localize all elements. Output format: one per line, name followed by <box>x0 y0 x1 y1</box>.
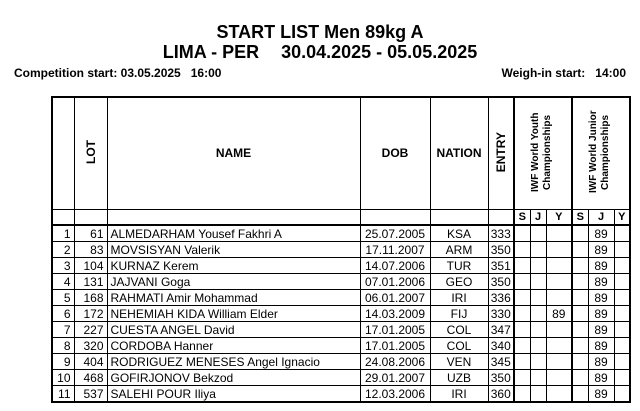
row-junior-y <box>614 225 630 242</box>
row-entry: 351 <box>488 258 514 274</box>
row-lot: 61 <box>74 225 107 242</box>
row-dob: 29.01.2007 <box>360 370 430 386</box>
row-number: 9 <box>52 354 74 370</box>
row-youth-y <box>546 242 572 258</box>
row-junior-s <box>572 274 588 290</box>
row-lot: 404 <box>74 354 107 370</box>
row-youth-y <box>546 338 572 354</box>
table-row <box>52 306 630 322</box>
row-junior-y <box>614 322 630 338</box>
row-name: RAHMATI Amir Mohammad <box>107 290 360 306</box>
row-number: 2 <box>52 242 74 258</box>
row-number: 10 <box>52 370 74 386</box>
row-youth-j <box>530 274 546 290</box>
row-dob: 14.07.2006 <box>360 258 430 274</box>
row-number: 6 <box>52 306 74 322</box>
row-nation: COL <box>430 338 488 354</box>
row-youth-s <box>514 354 530 370</box>
header-lot: LOT <box>74 97 107 209</box>
row-junior-j: 89 <box>588 258 614 274</box>
header-junior-y: Y <box>614 209 630 225</box>
header-dob: DOB <box>360 97 430 209</box>
competition-start-time: 16:00 <box>190 66 222 80</box>
row-youth-j <box>530 290 546 306</box>
row-lot: 227 <box>74 322 107 338</box>
row-youth-j <box>530 225 546 242</box>
row-youth-s <box>514 386 530 403</box>
header-sub-blank <box>360 209 430 225</box>
row-junior-s <box>572 322 588 338</box>
header-name: NAME <box>107 97 360 209</box>
row-nation: FIJ <box>430 306 488 322</box>
header-nation: NATION <box>430 97 488 209</box>
weighin-start <box>502 66 626 80</box>
header-youth-s: S <box>514 209 530 225</box>
row-nation: UZB <box>430 370 488 386</box>
row-entry: 350 <box>488 242 514 258</box>
row-nation: GEO <box>430 274 488 290</box>
row-number: 8 <box>52 338 74 354</box>
row-nation: KSA <box>430 225 488 242</box>
row-youth-j <box>530 258 546 274</box>
row-number: 11 <box>52 386 74 403</box>
row-youth-y <box>546 370 572 386</box>
row-youth-s <box>514 258 530 274</box>
header-sub-blank <box>52 209 74 225</box>
row-dob: 24.08.2006 <box>360 354 430 370</box>
row-number: 4 <box>52 274 74 290</box>
row-junior-s <box>572 306 588 322</box>
row-name: ALMEDARHAM Yousef Fakhri A <box>107 225 360 242</box>
row-junior-y <box>614 386 630 403</box>
row-youth-s <box>514 338 530 354</box>
row-number: 5 <box>52 290 74 306</box>
weighin-time: 14:00 <box>595 66 626 80</box>
header-entry: ENTRY <box>488 97 514 209</box>
row-junior-s <box>572 354 588 370</box>
title-location: LIMA - PER <box>162 42 260 62</box>
row-entry: 336 <box>488 290 514 306</box>
row-junior-j: 89 <box>588 354 614 370</box>
row-junior-y <box>614 274 630 290</box>
row-dob: 17.11.2007 <box>360 242 430 258</box>
row-youth-y: 89 <box>546 306 572 322</box>
row-junior-j: 89 <box>588 274 614 290</box>
row-nation: ARM <box>430 242 488 258</box>
title-location-dates <box>0 42 640 62</box>
row-youth-j <box>530 306 546 322</box>
row-junior-s <box>572 370 588 386</box>
table-row <box>52 370 630 386</box>
row-dob: 14.03.2009 <box>360 306 430 322</box>
row-junior-y <box>614 258 630 274</box>
header-youth-j: J <box>530 209 546 225</box>
row-junior-j: 89 <box>588 338 614 354</box>
row-youth-j <box>530 370 546 386</box>
header-youth-y: Y <box>546 209 572 225</box>
header-sub-blank <box>488 209 514 225</box>
row-lot: 468 <box>74 370 107 386</box>
row-dob: 25.07.2005 <box>360 225 430 242</box>
row-youth-j <box>530 354 546 370</box>
row-youth-y <box>546 274 572 290</box>
row-name: SALEHI POUR Iliya <box>107 386 360 403</box>
row-dob: 17.01.2005 <box>360 338 430 354</box>
row-lot: 168 <box>74 290 107 306</box>
row-junior-j: 89 <box>588 290 614 306</box>
row-number: 1 <box>52 225 74 242</box>
header-sub-blank <box>74 209 107 225</box>
table-row <box>52 242 630 258</box>
header-junior-s: S <box>572 209 588 225</box>
row-youth-y <box>546 225 572 242</box>
row-junior-y <box>614 370 630 386</box>
row-youth-s <box>514 322 530 338</box>
row-youth-y <box>546 354 572 370</box>
competition-start <box>14 66 221 80</box>
table-row <box>52 290 630 306</box>
row-nation: IRI <box>430 386 488 403</box>
row-entry: 330 <box>488 306 514 322</box>
row-dob: 17.01.2005 <box>360 322 430 338</box>
row-junior-y <box>614 338 630 354</box>
row-entry: 333 <box>488 225 514 242</box>
row-lot: 83 <box>74 242 107 258</box>
row-junior-j: 89 <box>588 306 614 322</box>
row-youth-y <box>546 386 572 403</box>
row-name: GOFIRJONOV Bekzod <box>107 370 360 386</box>
start-list-table <box>51 96 631 403</box>
row-dob: 12.03.2006 <box>360 386 430 403</box>
weighin-label: Weigh-in start: <box>501 66 586 80</box>
row-junior-j: 89 <box>588 370 614 386</box>
row-junior-j: 89 <box>588 386 614 403</box>
row-name: JAJVANI Goga <box>107 274 360 290</box>
row-number: 3 <box>52 258 74 274</box>
row-youth-s <box>514 370 530 386</box>
row-name: NEHEMIAH KIDA William Elder <box>107 306 360 322</box>
row-lot: 537 <box>74 386 107 403</box>
row-junior-j: 89 <box>588 225 614 242</box>
row-youth-s <box>514 242 530 258</box>
row-lot: 131 <box>74 274 107 290</box>
row-entry: 347 <box>488 322 514 338</box>
row-name: MOVSISYAN Valerik <box>107 242 360 258</box>
table-row <box>52 274 630 290</box>
row-dob: 06.01.2007 <box>360 290 430 306</box>
row-junior-s <box>572 242 588 258</box>
row-name: RODRIGUEZ MENESES Angel Ignacio <box>107 354 360 370</box>
row-number: 7 <box>52 322 74 338</box>
row-entry: 360 <box>488 386 514 403</box>
row-entry: 350 <box>488 370 514 386</box>
row-nation: TUR <box>430 258 488 274</box>
row-name: CUESTA ANGEL David <box>107 322 360 338</box>
row-youth-j <box>530 338 546 354</box>
title-event: START LIST Men 89kg A <box>216 22 424 42</box>
table-row <box>52 258 630 274</box>
row-lot: 104 <box>74 258 107 274</box>
row-youth-s <box>514 306 530 322</box>
row-name: CORDOBA Hanner <box>107 338 360 354</box>
row-youth-y <box>546 290 572 306</box>
competition-start-label: Competition start: 03.05.2025 <box>14 66 181 80</box>
row-entry: 345 <box>488 354 514 370</box>
row-junior-y <box>614 354 630 370</box>
row-nation: IRI <box>430 290 488 306</box>
row-junior-s <box>572 386 588 403</box>
table-row <box>52 338 630 354</box>
header-youth-championships: IWF World Youth Championships <box>514 97 572 209</box>
row-junior-s <box>572 338 588 354</box>
table-row <box>52 225 630 242</box>
header-sub-blank <box>430 209 488 225</box>
row-nation: COL <box>430 322 488 338</box>
row-youth-s <box>514 225 530 242</box>
row-youth-j <box>530 386 546 403</box>
row-junior-y <box>614 306 630 322</box>
row-junior-s <box>572 258 588 274</box>
table-row <box>52 386 630 403</box>
row-name: KURNAZ Kerem <box>107 258 360 274</box>
header-number <box>52 97 74 209</box>
table-row <box>52 354 630 370</box>
header-junior-championships: IWF World Junior Championships <box>572 97 630 209</box>
row-junior-j: 89 <box>588 242 614 258</box>
row-dob: 07.01.2006 <box>360 274 430 290</box>
row-junior-s <box>572 290 588 306</box>
header-sub-blank <box>107 209 360 225</box>
row-entry: 340 <box>488 338 514 354</box>
row-nation: VEN <box>430 354 488 370</box>
row-youth-y <box>546 322 572 338</box>
row-junior-y <box>614 290 630 306</box>
row-junior-y <box>614 242 630 258</box>
row-youth-s <box>514 274 530 290</box>
row-lot: 320 <box>74 338 107 354</box>
row-junior-j: 89 <box>588 322 614 338</box>
row-lot: 172 <box>74 306 107 322</box>
row-entry: 350 <box>488 274 514 290</box>
row-youth-y <box>546 258 572 274</box>
title-dates: 30.04.2025 - 05.05.2025 <box>281 42 478 62</box>
row-youth-j <box>530 322 546 338</box>
row-youth-s <box>514 290 530 306</box>
table-row <box>52 322 630 338</box>
row-junior-s <box>572 225 588 242</box>
row-youth-j <box>530 242 546 258</box>
header-junior-j: J <box>588 209 614 225</box>
